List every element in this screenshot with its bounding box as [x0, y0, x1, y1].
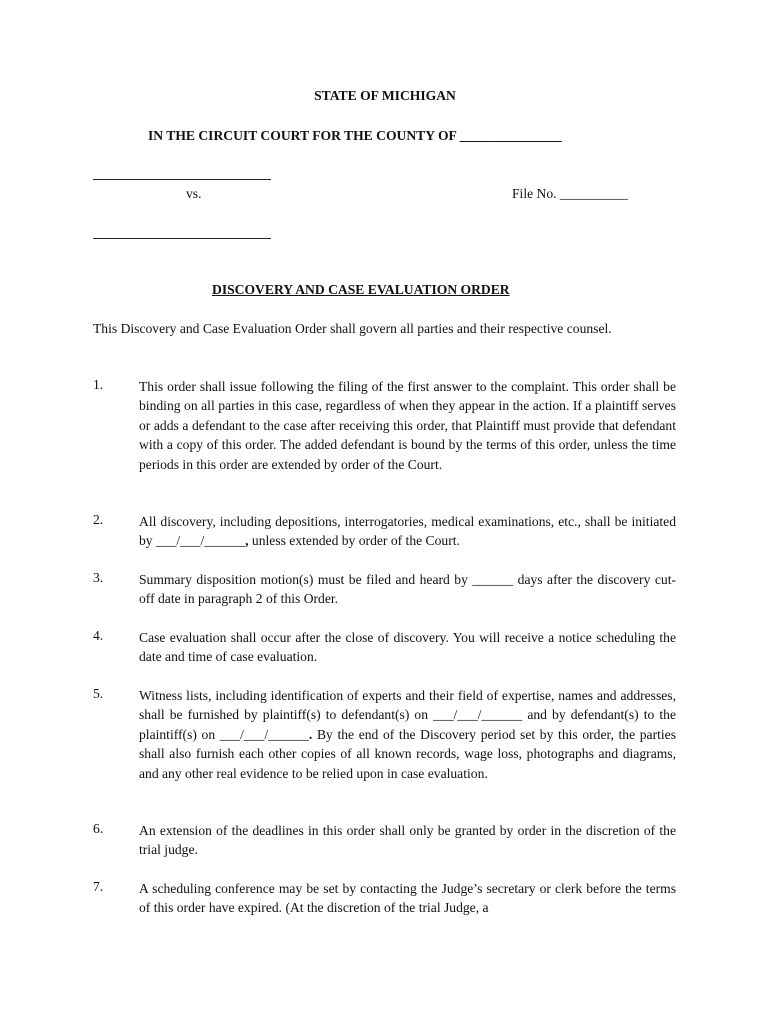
- item-text: An extension of the deadlines in this order shall only be granted by order in the discretion of the trial judge.: [139, 823, 676, 858]
- item-number: 1.: [93, 377, 104, 392]
- item-number: 7.: [93, 879, 104, 894]
- item-text: A scheduling conference may be set by contacting the Judge’s secretary or clerk before the terms of this order have expired. (At the discretion of the trial Judge, a: [139, 881, 676, 916]
- defendant-name-line: [93, 238, 271, 239]
- item-number: 2.: [93, 512, 104, 527]
- list-item: [93, 628, 676, 667]
- item-number: 5.: [93, 686, 104, 701]
- list-item: [93, 377, 676, 474]
- list-item: [93, 512, 676, 551]
- file-number-field: File No. __________: [512, 186, 628, 201]
- item-text: [139, 686, 676, 783]
- item-text-bold: ,: [245, 533, 249, 549]
- list-item: [93, 821, 676, 860]
- item-text: Case evaluation shall occur after the close of discovery. You will receive a notice scheduling the date and time of case evaluation.: [139, 630, 676, 665]
- versus-label: vs.: [186, 186, 202, 201]
- state-heading: STATE OF MICHIGAN: [314, 88, 456, 103]
- list-item: [93, 570, 676, 609]
- order-title: DISCOVERY AND CASE EVALUATION ORDER: [212, 282, 510, 297]
- item-number: 4.: [93, 628, 104, 643]
- list-item: [93, 686, 676, 783]
- intro-paragraph: This Discovery and Case Evaluation Order shall govern all parties and their respective counsel.: [93, 321, 612, 336]
- item-text-part: All discovery, including depositions, interrogatories, medical examinations, etc., shall be initiated by ___/___/______: [139, 514, 676, 549]
- item-text-part: unless extended by order of the Court.: [248, 533, 460, 549]
- item-text: This order shall issue following the filing of the first answer to the complaint. This order shall be binding on all parties in this case, regardless of when they appear in the action. If a plaintiff serves or adds a defendant to the case after receiving this order, that Plaintiff must provide that defendant with a copy of this order. The added defendant is bound by the terms of this order, unless the time periods in this order are extended by order of the Court.: [139, 379, 676, 472]
- item-text-part: Witness lists, including identification of experts and their field of expertise, names and addresses, shall be furnished by plaintiff(s) to defendant(s) on ___/___/______ and by defendant(s) to the plaintiff(s) on ___/___/______: [139, 688, 676, 742]
- item-text: Summary disposition motion(s) must be filed and heard by ______ days after the discovery cut-off date in paragraph 2 of this Order.: [139, 572, 676, 607]
- item-text-part: By the end of the Discovery period set by this order, the parties shall also furnish each other copies of all known records, wage loss, photographs and diagrams, and any other real evidence to be relied upon in case evaluation.: [139, 726, 676, 781]
- item-text-bold: .: [308, 726, 313, 742]
- item-text: [139, 512, 676, 551]
- list-item: [93, 879, 676, 918]
- item-number: 6.: [93, 821, 104, 836]
- court-heading: IN THE CIRCUIT COURT FOR THE COUNTY OF _______________: [148, 128, 562, 143]
- item-number: 3.: [93, 570, 104, 585]
- plaintiff-name-line: [93, 179, 271, 180]
